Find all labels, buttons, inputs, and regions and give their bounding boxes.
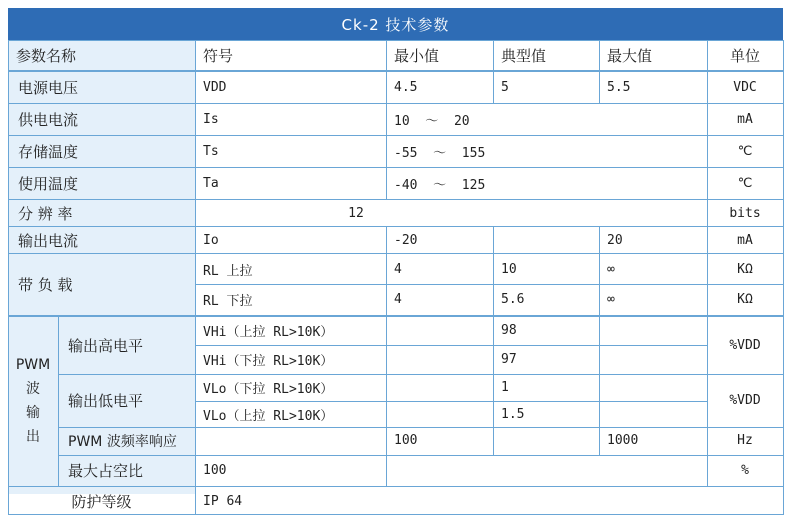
usage-name: 使用温度 xyxy=(18,174,79,193)
pwm-freq-max: 1000 xyxy=(607,433,639,448)
vdd-unit: VDC xyxy=(733,79,757,95)
vdd-min: 4.5 xyxy=(394,79,418,95)
current-symbol: Is xyxy=(203,111,219,127)
load-pulldown-min: 4 xyxy=(394,291,402,307)
resolution-name: 分 辨 率 xyxy=(18,204,73,223)
pwm-low-sym2: VLo（上拉 RL>10K） xyxy=(203,408,334,424)
load-pullup-max: ∞ xyxy=(607,261,615,277)
pwm-low-name: 输出低电平 xyxy=(68,391,144,410)
output-current-symbol: Io xyxy=(203,232,219,248)
pwm-duty-name: 最大占空比 xyxy=(68,462,144,480)
header-typ: 典型值 xyxy=(501,46,547,65)
current-range: 10 ～ 20 xyxy=(394,113,470,129)
usage-range: -40 ～ 125 xyxy=(394,177,486,193)
load-pullup-symbol: RL 上拉 xyxy=(203,263,253,279)
pwm-high-typ1: 98 xyxy=(501,323,517,338)
usage-unit: ℃ xyxy=(737,175,753,191)
header-min: 最小值 xyxy=(394,46,440,65)
header-max: 最大值 xyxy=(607,46,653,65)
pwm-freq-min: 100 xyxy=(394,433,418,448)
pwm-low-typ2: 1.5 xyxy=(501,406,525,422)
usage-symbol: Ta xyxy=(203,175,219,191)
load-pullup-unit: KΩ xyxy=(737,261,753,277)
header-param: 参数名称 xyxy=(16,46,77,65)
vdd-symbol: VDD xyxy=(203,79,227,95)
load-pullup-min: 4 xyxy=(394,261,402,277)
storage-name: 存储温度 xyxy=(18,142,79,161)
vdd-max: 5.5 xyxy=(607,79,631,95)
protection-value: IP 64 xyxy=(203,493,243,509)
pwm-high-typ2: 97 xyxy=(501,352,517,367)
pwm-high-unit: %VDD xyxy=(729,337,761,353)
pwm-freq-unit: Hz xyxy=(737,433,753,448)
vdd-typ: 5 xyxy=(501,79,509,95)
storage-unit: ℃ xyxy=(737,143,753,159)
pwm-high-sym1: VHi（上拉 RL>10K） xyxy=(203,325,334,340)
pwm-label-2: 波 xyxy=(26,381,40,397)
pwm-low-typ1: 1 xyxy=(501,380,509,395)
vdd-name: 电源电压 xyxy=(18,78,79,97)
load-pulldown-symbol: RL 下拉 xyxy=(203,293,253,309)
pwm-low-unit: %VDD xyxy=(729,393,761,408)
pwm-label-4: 出 xyxy=(26,429,40,445)
pwm-low-sym1: VLo（下拉 RL>10K） xyxy=(203,382,334,397)
pwm-duty-value: 100 xyxy=(203,463,227,478)
pwm-high-sym2: VHi（下拉 RL>10K） xyxy=(203,354,334,369)
pwm-duty-unit: % xyxy=(741,463,749,478)
load-name: 带 负 载 xyxy=(18,275,73,294)
pwm-label-3: 输 xyxy=(26,405,40,421)
storage-symbol: Ts xyxy=(203,143,219,159)
pwm-freq-name: PWM 波频率响应 xyxy=(68,433,177,450)
header-unit: 单位 xyxy=(729,46,760,65)
current-unit: mA xyxy=(737,111,753,127)
load-pulldown-max: ∞ xyxy=(607,291,615,307)
pwm-label-1: PWM xyxy=(15,357,51,373)
table-title: Ck-2 技术参数 xyxy=(8,8,783,40)
pwm-group-label xyxy=(8,316,58,486)
load-pullup-typ: 10 xyxy=(501,261,517,277)
current-name: 供电电流 xyxy=(18,110,79,129)
pwm-high-name: 输出高电平 xyxy=(68,336,144,355)
storage-range: -55 ～ 155 xyxy=(394,145,486,161)
load-pulldown-typ: 5.6 xyxy=(501,291,525,307)
protection-name: 防护等级 xyxy=(71,492,132,511)
resolution-value: 12 xyxy=(348,205,364,221)
load-pulldown-unit: KΩ xyxy=(737,291,753,307)
resolution-unit: bits xyxy=(729,205,761,221)
output-current-min: -20 xyxy=(394,232,418,248)
header-symbol: 符号 xyxy=(203,46,234,65)
output-current-max: 20 xyxy=(607,232,623,248)
output-current-unit: mA xyxy=(737,232,753,248)
output-current-name: 输出电流 xyxy=(18,231,79,250)
